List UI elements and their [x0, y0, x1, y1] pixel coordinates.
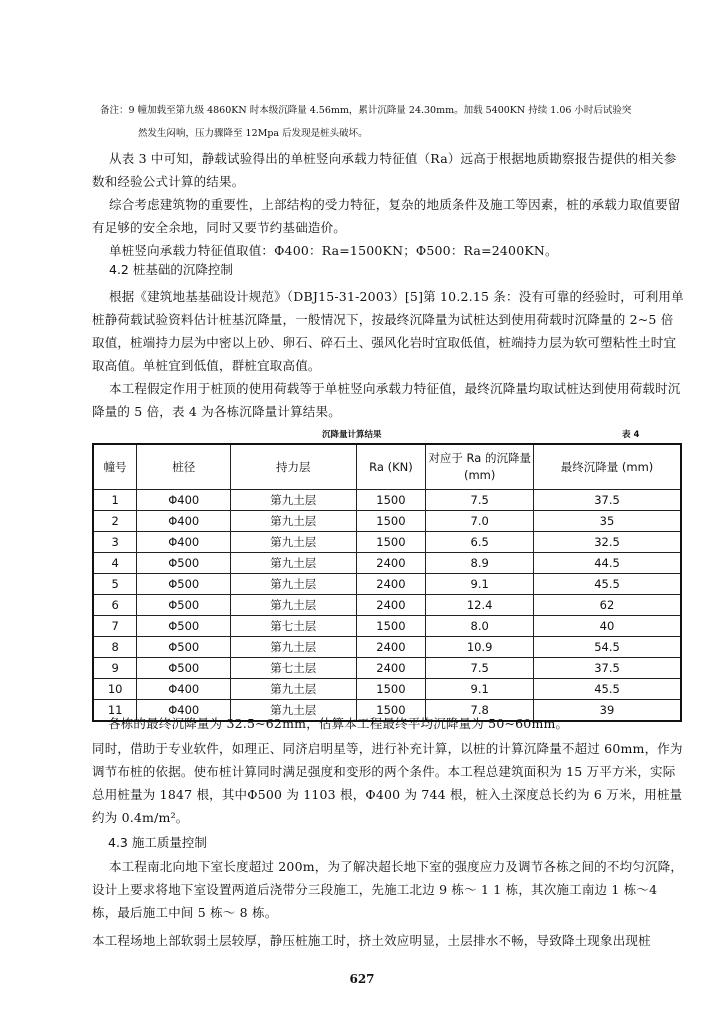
cell-final-settlement: 37.5 — [533, 658, 681, 679]
table-row — [93, 511, 681, 532]
header-settlement-at-ra: 对应于 Ra 的沉降量 (mm) — [426, 444, 534, 490]
paragraph-9: 本工程场地上部软弱土层较厚，静压桩施工时，挤土效应明显，土层排水不畅，导致降土现象出现桩 — [92, 933, 651, 948]
cell-bearing-layer: 第九土层 — [231, 679, 356, 700]
cell-pile-diameter: Φ500 — [137, 574, 231, 595]
table-number: 表 4 — [622, 430, 640, 440]
table-row — [93, 637, 681, 658]
paragraph-1: 从表 3 中可知，静载试验得出的单桩竖向承载力特征值（Ra）远高于根据地质勘察报告提供的相关参数和经验公式计算的结果。 — [92, 151, 677, 189]
cell-final-settlement: 54.5 — [533, 637, 681, 658]
header-building: 幢号 — [93, 444, 137, 490]
cell-bearing-layer: 第九土层 — [231, 637, 356, 658]
cell-bearing-layer: 第九土层 — [231, 511, 356, 532]
cell-settlement-at-ra: 7.5 — [426, 658, 534, 679]
table-row — [93, 616, 681, 637]
cell-ra: 2400 — [356, 658, 426, 679]
note-line-1: 备注：9 幢加载至第九级 4860KN 时本级沉降量 4.56mm，累计沉降量 24.30mm。加载 5400KN 持续 1.06 小时后试验突 — [100, 105, 632, 116]
cell-settlement-at-ra: 8.9 — [426, 553, 534, 574]
cell-bearing-layer: 第九土层 — [231, 574, 356, 595]
cell-final-settlement: 62 — [533, 595, 681, 616]
cell-bearing-layer: 第七土层 — [231, 616, 356, 637]
table-header-row — [93, 444, 681, 490]
cell-ra: 1500 — [356, 532, 426, 553]
table-row — [93, 532, 681, 553]
cell-settlement-at-ra: 7.5 — [426, 490, 534, 511]
cell-pile-diameter: Φ400 — [137, 532, 231, 553]
cell-settlement-at-ra: 10.9 — [426, 637, 534, 658]
cell-settlement-at-ra: 7.8 — [426, 700, 534, 722]
cell-bearing-layer: 第九土层 — [231, 532, 356, 553]
cell-building: 9 — [93, 658, 137, 679]
cell-building: 11 — [93, 700, 137, 722]
paragraph-5: 本工程假定作用于桩顶的使用荷载等于单桩竖向承载力特征值，最终沉降量均取试桩达到使用荷载时沉降量的 5 倍，表 4 为各栋沉降量计算结果。 — [92, 381, 681, 419]
cell-bearing-layer: 第九土层 — [231, 595, 356, 616]
table-row — [93, 679, 681, 700]
paragraph-2: 综合考虑建筑物的重要性，上部结构的受力特征，复杂的地质条件及施工等因素，桩的承载力取值要留有足够的安全余地，同时又要节约基础造价。 — [92, 197, 681, 235]
cell-final-settlement: 45.5 — [533, 574, 681, 595]
cell-pile-diameter: Φ500 — [137, 553, 231, 574]
cell-final-settlement: 40 — [533, 616, 681, 637]
cell-ra: 1500 — [356, 511, 426, 532]
cell-ra: 2400 — [356, 595, 426, 616]
header-pile-diameter: 桩径 — [137, 444, 231, 490]
cell-pile-diameter: Φ500 — [137, 658, 231, 679]
cell-final-settlement: 37.5 — [533, 490, 681, 511]
cell-pile-diameter: Φ500 — [137, 616, 231, 637]
header-final-settlement: 最终沉降量 (mm) — [533, 444, 681, 490]
cell-building: 1 — [93, 490, 137, 511]
cell-building: 6 — [93, 595, 137, 616]
cell-ra: 1500 — [356, 700, 426, 722]
table-caption: 沉降量计算结果 — [322, 430, 382, 440]
cell-bearing-layer: 第七土层 — [231, 658, 356, 679]
cell-settlement-at-ra: 8.0 — [426, 616, 534, 637]
cell-building: 7 — [93, 616, 137, 637]
cell-pile-diameter: Φ400 — [137, 511, 231, 532]
header-ra: Ra (KN) — [356, 444, 426, 490]
cell-bearing-layer: 第九土层 — [231, 700, 356, 722]
cell-ra: 2400 — [356, 637, 426, 658]
cell-final-settlement: 35 — [533, 511, 681, 532]
cell-final-settlement: 45.5 — [533, 679, 681, 700]
paragraph-3: 单桩竖向承载力特征值取值：Φ400：Ra=1500KN；Φ500：Ra=2400KN。 — [109, 243, 558, 258]
cell-ra: 2400 — [356, 553, 426, 574]
cell-pile-diameter: Φ500 — [137, 637, 231, 658]
paragraph-7: 同时，借助于专业软件，如理正、同济启明星等，进行补充计算，以桩的计算沉降量不超过 60mm，作为调节布桩的依据。使布桩计算同时满足强度和变形的两个条件。本工程总建筑面积为 15 万平方米，实际总用桩量为 1847 根，其中Φ500 为 1103 根，Φ400 为 744 根，桩入土深度总长约为 6 万米，用桩量约为 0.4m/m²。 — [92, 741, 683, 825]
cell-building: 5 — [93, 574, 137, 595]
cell-building: 2 — [93, 511, 137, 532]
paragraph-6: 各栋的最终沉降量为 32.5~62mm，估算本工程最终平均沉降量为 50~60mm。 — [108, 716, 569, 731]
cell-ra: 1500 — [356, 616, 426, 637]
settlement-table — [92, 443, 682, 722]
cell-building: 3 — [93, 532, 137, 553]
cell-building: 10 — [93, 679, 137, 700]
cell-bearing-layer: 第九土层 — [231, 553, 356, 574]
paragraph-8: 本工程南北向地下室长度超过 200m，为了解决超长地下室的强度应力及调节各栋之间的不均匀沉降，设计上要求将地下室设置两道后浇带分三段施工，先施工北边 9 栋～ 1 1 栋，其次施工南边 1 栋～4 栋，最后施工中间 5 栋～ 8 栋。 — [92, 859, 684, 920]
section-heading-4-2: 4.2 桩基础的沉降控制 — [109, 262, 233, 277]
cell-pile-diameter: Φ400 — [137, 490, 231, 511]
table-row — [93, 595, 681, 616]
cell-ra: 1500 — [356, 679, 426, 700]
cell-ra: 2400 — [356, 574, 426, 595]
cell-pile-diameter: Φ400 — [137, 679, 231, 700]
cell-pile-diameter: Φ500 — [137, 595, 231, 616]
section-heading-4-3: 4.3 施工质量控制 — [108, 835, 207, 850]
paragraph-4: 根据《建筑地基基础设计规范》（DBJ15-31-2003）[5]第 10.2.15 条：没有可靠的经验时，可利用单桩静荷载试验资料估计桩基沉降量，一般情况下，按最终沉降量为试桩达到使用荷载时沉降量的 2~5 倍取值，桩端持力层为中密以上砂、卵石、碎石土、强风化岩时宜取低值，桩端持力层为软可塑粘性土时宜取高值。单桩宜到低值，群桩宜取高值。 — [92, 289, 684, 373]
cell-settlement-at-ra: 9.1 — [426, 574, 534, 595]
cell-final-settlement: 32.5 — [533, 532, 681, 553]
header-bearing-layer: 持力层 — [231, 444, 356, 490]
cell-building: 4 — [93, 553, 137, 574]
table-row — [93, 574, 681, 595]
cell-settlement-at-ra: 7.0 — [426, 511, 534, 532]
cell-settlement-at-ra: 6.5 — [426, 532, 534, 553]
cell-building: 8 — [93, 637, 137, 658]
table-note — [100, 99, 690, 145]
cell-bearing-layer: 第九土层 — [231, 490, 356, 511]
table-row — [93, 490, 681, 511]
cell-pile-diameter: Φ400 — [137, 700, 231, 722]
table-row — [93, 658, 681, 679]
cell-settlement-at-ra: 9.1 — [426, 679, 534, 700]
cell-final-settlement: 39 — [533, 700, 681, 722]
cell-settlement-at-ra: 12.4 — [426, 595, 534, 616]
note-line-2: 然发生闷响，压力骤降至 12Mpa 后发现是桩头破坏。 — [138, 128, 368, 139]
table-row — [93, 553, 681, 574]
page-number: 627 — [349, 972, 375, 986]
cell-ra: 1500 — [356, 490, 426, 511]
cell-final-settlement: 44.5 — [533, 553, 681, 574]
